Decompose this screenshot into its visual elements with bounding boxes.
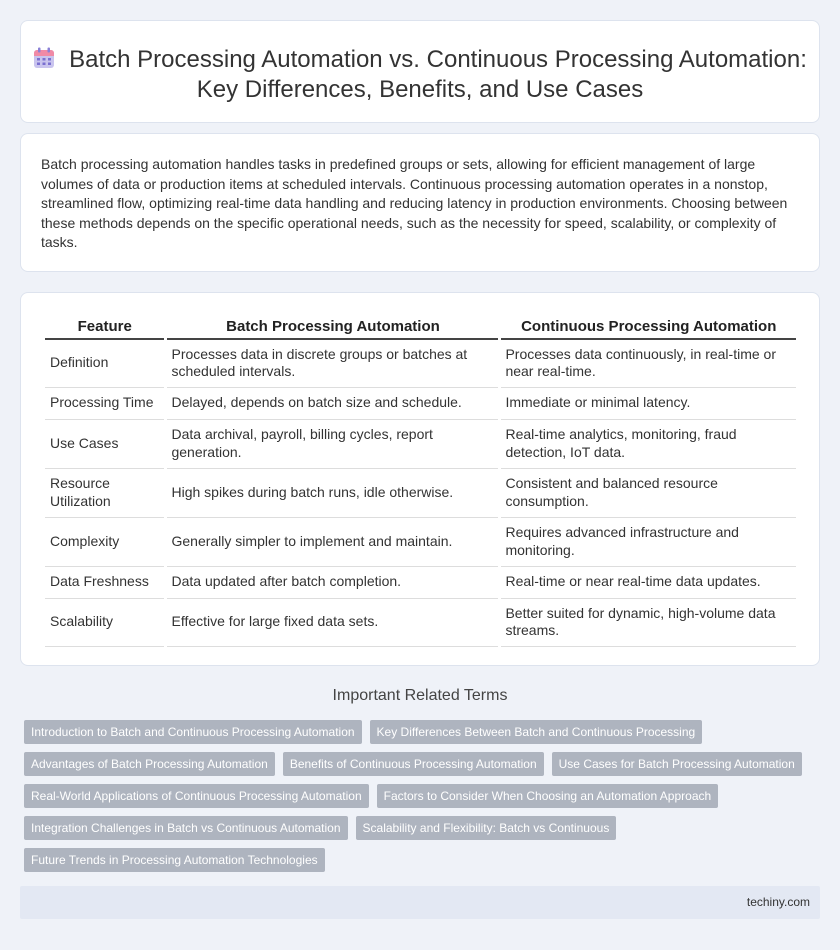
related-term-tag[interactable]: Key Differences Between Batch and Continuous Processing — [370, 720, 703, 744]
tag-row — [24, 848, 816, 872]
related-term-tag[interactable]: Scalability and Flexibility: Batch vs Continuous — [356, 816, 617, 840]
related-term-tag[interactable]: Integration Challenges in Batch vs Continuous Automation — [24, 816, 348, 840]
table-row — [45, 599, 796, 647]
tag-row — [24, 752, 816, 776]
related-terms-heading: Important Related Terms — [332, 687, 508, 704]
related-term-tag[interactable]: Introduction to Batch and Continuous Processing Automation — [24, 720, 362, 744]
table-row — [45, 567, 796, 599]
batch-cell: Processes data in discrete groups or batches at scheduled intervals. — [167, 340, 498, 388]
tag-row — [24, 720, 816, 744]
related-term-tag[interactable]: Future Trends in Processing Automation Technologies — [24, 848, 325, 872]
related-term-tag[interactable]: Advantages of Batch Processing Automation — [24, 752, 275, 776]
title-card — [20, 20, 820, 123]
feature-cell: Data Freshness — [45, 567, 164, 599]
continuous-cell: Better suited for dynamic, high-volume data streams. — [501, 599, 796, 647]
table-row — [45, 340, 796, 388]
feature-cell: Complexity — [45, 518, 164, 567]
table-row — [45, 469, 796, 518]
continuous-cell: Requires advanced infrastructure and monitoring. — [501, 518, 796, 567]
table-row — [45, 388, 796, 420]
feature-cell: Use Cases — [45, 420, 164, 469]
footer-site-link[interactable]: techiny.com — [746, 895, 810, 909]
header-continuous: Continuous Processing Automation — [501, 314, 796, 340]
title-text: Batch Processing Automation vs. Continuous Processing Automation: Key Differences, Benefits, and Use Cases — [69, 46, 807, 103]
tag-row — [24, 816, 816, 840]
feature-cell: Resource Utilization — [45, 469, 164, 518]
table-row — [45, 518, 796, 567]
related-term-tag[interactable]: Real-World Applications of Continuous Processing Automation — [24, 784, 369, 808]
page-title — [21, 45, 819, 105]
batch-cell: Delayed, depends on batch size and schedule. — [167, 388, 498, 420]
feature-cell: Scalability — [45, 599, 164, 647]
batch-cell: Generally simpler to implement and maintain. — [167, 518, 498, 567]
header-feature: Feature — [45, 314, 164, 340]
batch-cell: Effective for large fixed data sets. — [167, 599, 498, 647]
continuous-cell: Processes data continuously, in real-time or near real-time. — [501, 340, 796, 388]
related-term-tag[interactable]: Use Cases for Batch Processing Automation — [552, 752, 802, 776]
continuous-cell: Consistent and balanced resource consumption. — [501, 469, 796, 518]
batch-cell: Data updated after batch completion. — [167, 567, 498, 599]
continuous-cell: Real-time or near real-time data updates. — [501, 567, 796, 599]
continuous-cell: Real-time analytics, monitoring, fraud detection, IoT data. — [501, 420, 796, 469]
related-terms-list — [24, 720, 816, 880]
comparison-table — [42, 314, 799, 647]
table-row — [45, 420, 796, 469]
header-batch: Batch Processing Automation — [167, 314, 498, 340]
tag-row — [24, 784, 816, 808]
batch-cell: High spikes during batch runs, idle otherwise. — [167, 469, 498, 518]
comparison-card — [20, 292, 820, 666]
intro-paragraph: Batch processing automation handles tasks in predefined groups or sets, allowing for efficient management of large volumes of data or production items at scheduled intervals. Continuous processing automation operates in a nonstop, streamlined flow, optimizing real-time data handling and reducing latency in production environments. Choosing between these methods depends on the specific operational needs, such as the necessity for speed, scalability, or complexity of tasks. — [41, 156, 788, 250]
related-term-tag[interactable]: Factors to Consider When Choosing an Automation Approach — [377, 784, 719, 808]
continuous-cell: Immediate or minimal latency. — [501, 388, 796, 420]
calendar-icon — [33, 47, 55, 69]
feature-cell: Definition — [45, 340, 164, 388]
table-header-row — [45, 314, 796, 340]
related-term-tag[interactable]: Benefits of Continuous Processing Automation — [283, 752, 544, 776]
footer — [20, 886, 820, 919]
batch-cell: Data archival, payroll, billing cycles, report generation. — [167, 420, 498, 469]
feature-cell: Processing Time — [45, 388, 164, 420]
intro-card — [20, 133, 820, 272]
